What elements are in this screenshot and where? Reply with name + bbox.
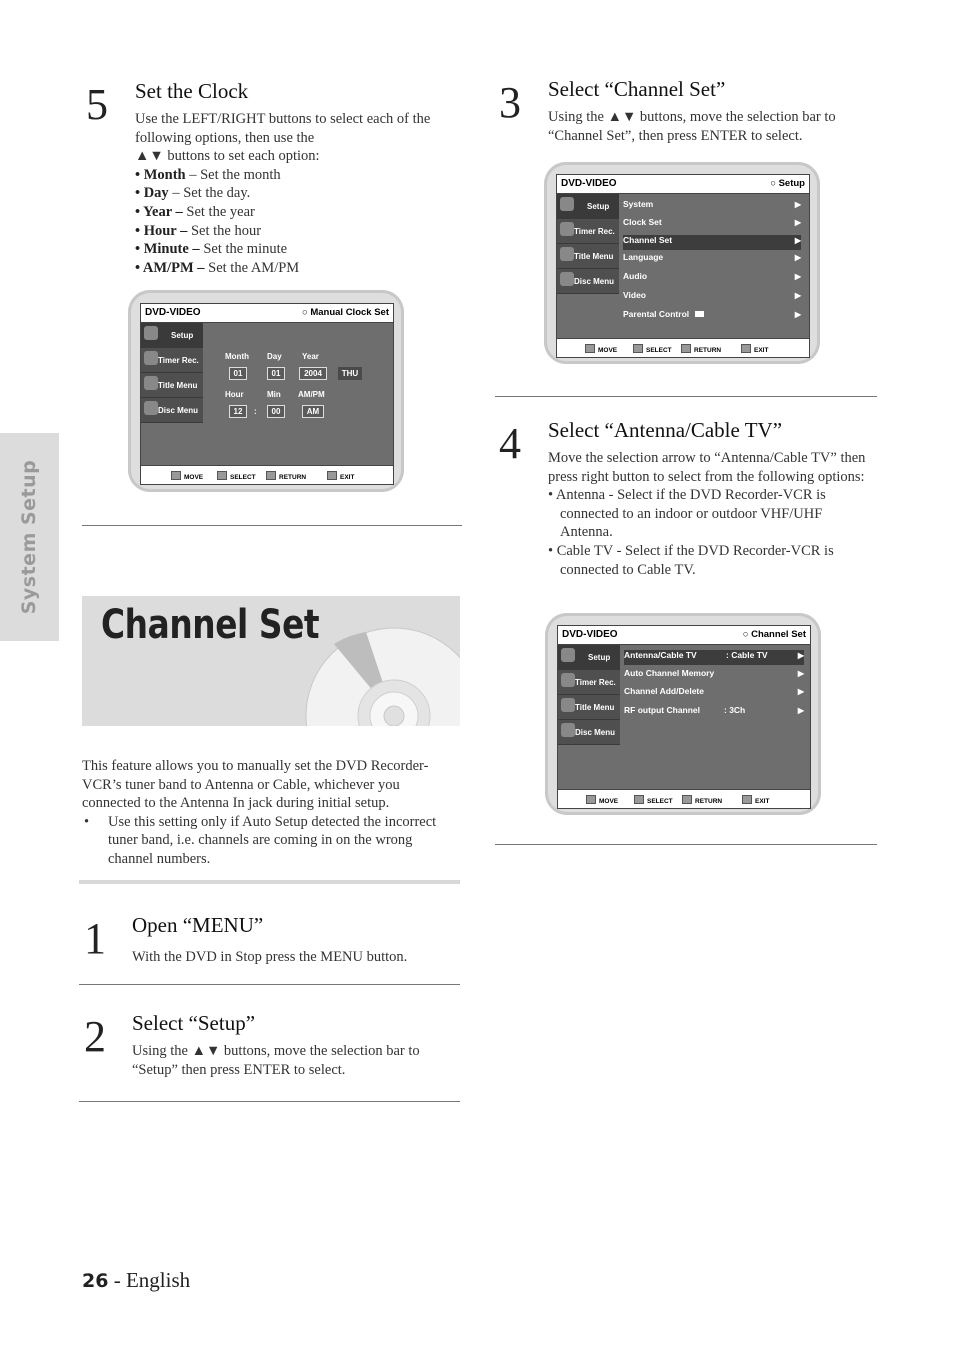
setup-icon	[144, 326, 158, 340]
page-number: 26	[82, 1270, 109, 1292]
screen-brand: DVD-VIDEO	[145, 307, 201, 318]
exit-icon	[742, 795, 752, 804]
step-4-number: 4	[499, 419, 521, 468]
arrow-icon: ▶	[794, 272, 801, 281]
value-month: 01	[229, 367, 247, 380]
divider	[495, 396, 877, 397]
step-2-text: Using the ▲▼ buttons, move the selection bar to “Setup” then press ENTER to select.	[132, 1043, 420, 1078]
label-day: Day	[267, 352, 282, 361]
menu-item-system: System ▶	[623, 199, 801, 209]
return-icon	[266, 471, 276, 480]
side-tab-label: System Setup	[18, 459, 40, 615]
intro-bullet-text: Use this setting only if Auto Setup detected the incorrect tuner band, i.e. channels are coming in on the wrong channel numbers.	[108, 813, 437, 867]
divider-thick	[79, 880, 460, 884]
side-menu-timer: Timer Rec.	[558, 670, 620, 695]
step-5-options	[135, 166, 455, 278]
return-icon	[681, 344, 691, 353]
step-1-text: With the DVD in Stop press the MENU button.	[132, 949, 408, 965]
step-2-number: 2	[84, 1012, 106, 1061]
step-5-text-2: ▲▼ buttons to set each option:	[135, 148, 320, 165]
value-weekday: THU	[338, 367, 362, 380]
label-min: Min	[267, 390, 281, 399]
disc-menu-icon	[144, 401, 158, 415]
screen-title: ○ Channel Set	[742, 629, 806, 640]
screen-channel-set	[545, 613, 821, 815]
arrow-icon: ▶	[797, 651, 804, 660]
intro-bullet-mark: •	[84, 813, 90, 830]
side-menu-setup: Setup	[557, 194, 619, 219]
intro	[82, 757, 454, 869]
value-min: 00	[267, 405, 285, 418]
step-4-body	[548, 449, 874, 579]
menu-item-video: Video ▶	[623, 290, 801, 300]
menu-item-language: Language ▶	[623, 252, 801, 262]
screen-title: ○ Manual Clock Set	[301, 307, 389, 318]
arrow-icon: ▶	[797, 706, 804, 715]
screen-setup-display	[556, 174, 810, 358]
divider	[79, 984, 460, 985]
move-icon	[586, 795, 596, 804]
timer-icon	[144, 351, 158, 365]
arrow-icon: ▶	[794, 218, 801, 227]
setup-icon	[560, 197, 574, 211]
step-3-title: Select “Channel Set”	[548, 77, 726, 101]
move-icon	[585, 344, 595, 353]
value-hour: 12	[229, 405, 247, 418]
menu-item-channel-set: Channel Set ▶	[623, 235, 801, 250]
select-icon	[633, 344, 643, 353]
side-menu-timer: Timer Rec.	[557, 219, 619, 244]
side-menu-setup: Setup	[558, 645, 620, 670]
title-menu-icon	[144, 376, 158, 390]
side-menu-timer: Timer Rec.	[141, 348, 203, 373]
screen-footer: MOVE SELECT RETURN EXIT	[557, 338, 809, 357]
side-menu-title: Title Menu	[558, 695, 620, 720]
option-ampm: • AM/PM – Set the AM/PM	[135, 259, 300, 276]
return-icon	[682, 795, 692, 804]
step-4-text: Move the selection arrow to “Antenna/Cable TV” then press right button to select from the following options:	[548, 450, 866, 485]
value-day: 01	[267, 367, 285, 380]
screen-clock-set	[128, 290, 404, 492]
screen-header	[558, 626, 810, 645]
timer-icon	[560, 222, 574, 236]
step-5-body	[135, 110, 455, 277]
menu-item-antenna-cable: Antenna/Cable TV : Cable TV ▶	[624, 650, 804, 665]
intro-bullet	[82, 813, 454, 869]
screen-footer: MOVE SELECT RETURN EXIT	[558, 789, 810, 808]
menu-item-rf-output: RF output Channel : 3Ch ▶	[624, 705, 804, 715]
step-4-bullet-cable: • Cable TV - Select if the DVD Recorder-VCR is connected to Cable TV.	[548, 542, 834, 578]
screen-header	[141, 304, 393, 323]
step-1-number: 1	[84, 914, 106, 963]
screen-footer: MOVE SELECT RETURN EXIT	[141, 465, 393, 484]
option-hour: • Hour – Set the hour	[135, 222, 262, 239]
screen-setup	[544, 162, 820, 364]
arrow-icon: ▶	[794, 200, 801, 209]
select-icon	[634, 795, 644, 804]
option-month: • Month – Set the month	[135, 166, 281, 183]
arrow-icon: ▶	[794, 310, 801, 319]
label-month: Month	[225, 352, 249, 361]
side-menu-title: Title Menu	[557, 244, 619, 269]
step-5-number: 5	[86, 80, 108, 129]
step-1-title: Open “MENU”	[132, 913, 264, 937]
step-3-number: 3	[499, 78, 521, 127]
intro-paragraph: This feature allows you to manually set the DVD Recorder-VCR’s tuner band to Antenna or Cable, whichever you connected to the Antenna In jack during initial setup.	[82, 758, 429, 812]
lock-icon	[695, 311, 704, 317]
menu-item-parental-control: Parental Control ▶	[623, 309, 801, 319]
screen-brand: DVD-VIDEO	[561, 178, 617, 189]
screen-clock-display	[140, 303, 394, 485]
section-banner	[82, 596, 460, 726]
timer-icon	[561, 673, 575, 687]
setup-icon	[561, 648, 575, 662]
side-menu-title: Title Menu	[141, 373, 203, 398]
disc-graphic	[304, 626, 460, 726]
divider	[495, 844, 877, 845]
arrow-icon: ▶	[797, 669, 804, 678]
label-year: Year	[302, 352, 319, 361]
side-tab	[0, 433, 59, 641]
option-minute: • Minute – Set the minute	[135, 241, 288, 258]
section-title: Channel Set	[101, 602, 320, 648]
arrow-icon: ▶	[794, 291, 801, 300]
exit-icon	[741, 344, 751, 353]
step-4-title: Select “Antenna/Cable TV”	[548, 418, 783, 442]
screen-title: ○ Setup	[770, 178, 805, 189]
exit-icon	[327, 471, 337, 480]
side-menu-setup: Setup	[141, 323, 203, 348]
page-language: - English	[108, 1268, 191, 1292]
label-ampm: AM/PM	[298, 390, 325, 399]
step-2-title: Select “Setup”	[132, 1011, 256, 1035]
step-5-text-1: Use the LEFT/RIGHT buttons to select each of the following options, then use the	[135, 111, 431, 146]
screen-header	[557, 175, 809, 194]
arrow-icon: ▶	[794, 236, 801, 245]
arrow-icon: ▶	[797, 687, 804, 696]
page-footer	[82, 1268, 190, 1293]
value-year: 2004	[299, 367, 327, 380]
value-separator: :	[254, 407, 257, 416]
title-menu-icon	[561, 698, 575, 712]
value-ampm: AM	[302, 405, 324, 418]
option-day: • Day – Set the day.	[135, 185, 251, 202]
menu-item-auto-channel: Auto Channel Memory ▶	[624, 668, 804, 678]
menu-item-channel-add-delete: Channel Add/Delete ▶	[624, 686, 804, 696]
disc-menu-icon	[561, 723, 575, 737]
arrow-icon: ▶	[794, 253, 801, 262]
screen-brand: DVD-VIDEO	[562, 629, 618, 640]
divider	[79, 1101, 460, 1102]
title-menu-icon	[560, 247, 574, 261]
step-3-text: Using the ▲▼ buttons, move the selection bar to “Channel Set”, then press ENTER to select.	[548, 109, 836, 144]
side-menu-disc: Disc Menu	[558, 720, 620, 745]
option-year: • Year – Set the year	[135, 203, 255, 220]
select-icon	[217, 471, 227, 480]
menu-item-audio: Audio ▶	[623, 271, 801, 281]
disc-menu-icon	[560, 272, 574, 286]
side-menu-disc: Disc Menu	[557, 269, 619, 294]
step-5-title: Set the Clock	[135, 79, 249, 103]
move-icon	[171, 471, 181, 480]
menu-item-clock-set: Clock Set ▶	[623, 217, 801, 227]
step-4-bullet-antenna: • Antenna - Select if the DVD Recorder-VCR is connected to an indoor or outdoor VHF/UHF Antenna.	[548, 487, 826, 541]
side-menu-disc: Disc Menu	[141, 398, 203, 423]
divider	[82, 525, 462, 526]
screen-channel-display	[557, 625, 811, 809]
label-hour: Hour	[225, 390, 244, 399]
